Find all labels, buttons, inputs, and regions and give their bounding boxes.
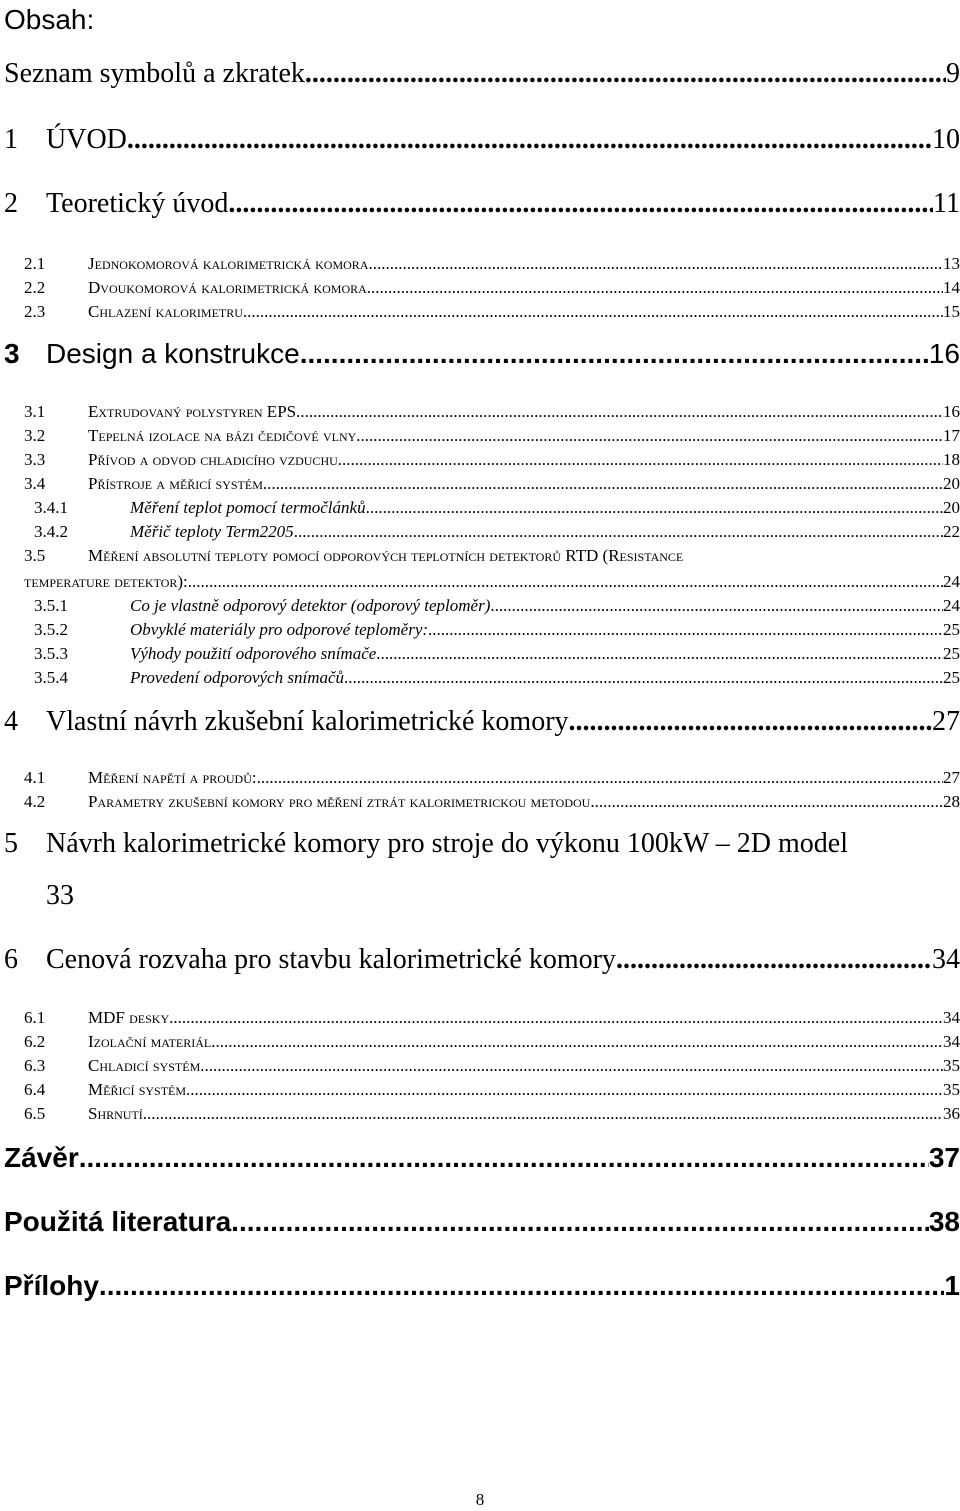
toc-entry-title: Měření napětí a proudů: bbox=[88, 768, 257, 787]
toc-leader-dots bbox=[569, 706, 932, 738]
toc-entry-page: 16 bbox=[928, 338, 960, 369]
toc-entry-title: Měřič teploty Term2205 bbox=[130, 522, 294, 541]
toc-entry-number: 3.1 bbox=[24, 402, 46, 421]
toc-entry-page: 13 bbox=[943, 254, 960, 273]
toc-entry-3-3[interactable] bbox=[24, 450, 960, 470]
toc-entry-3-2[interactable] bbox=[24, 426, 960, 446]
toc-entry-zaver[interactable] bbox=[4, 1142, 960, 1174]
toc-entry-page: 22 bbox=[943, 522, 960, 541]
toc-leader-dots bbox=[257, 768, 943, 788]
toc-entry-number: 6.5 bbox=[24, 1104, 46, 1123]
toc-entry-2-2[interactable] bbox=[24, 278, 960, 298]
toc-entry-number: 3.5.1 bbox=[34, 596, 68, 615]
toc-entry-title: Provedení odporových snímačů bbox=[130, 668, 345, 687]
toc-entry-page: 1 bbox=[944, 1270, 960, 1301]
toc-leader-dots bbox=[300, 338, 929, 370]
toc-entry-number: 6.1 bbox=[24, 1008, 46, 1027]
toc-entry-number: 3.4.1 bbox=[34, 498, 68, 517]
toc-entry-page: 17 bbox=[943, 426, 960, 445]
toc-entry-title: Parametry zkušební komory pro měření ztrát kalorimetrickou metodou bbox=[88, 792, 591, 811]
toc-leader-dots bbox=[99, 1270, 945, 1302]
toc-entry-page: 9 bbox=[946, 58, 960, 89]
toc-entry-page: 25 bbox=[943, 668, 960, 687]
toc-leader-dots bbox=[356, 426, 943, 446]
toc-entry-page: 35 bbox=[943, 1056, 960, 1075]
toc-entry-3-5-1[interactable] bbox=[34, 596, 960, 616]
toc-entry-title: Návrh kalorimetrické komory pro stroje do výkonu 100kW – 2D model bbox=[46, 828, 848, 859]
toc-entry-page: 25 bbox=[943, 620, 960, 639]
toc-entry-6-4[interactable] bbox=[24, 1080, 960, 1100]
toc-entry-number: 3.4 bbox=[24, 474, 46, 493]
page-number: 8 bbox=[475, 1490, 485, 1509]
toc-entry-title: Použitá literatura bbox=[4, 1206, 232, 1237]
toc-entry-page: 37 bbox=[928, 1142, 960, 1173]
toc-entry-page: 15 bbox=[943, 302, 960, 321]
toc-leader-dots bbox=[367, 278, 943, 298]
toc-entry-2-1[interactable] bbox=[24, 254, 960, 274]
toc-entry-title: Cenová rozvaha pro stavbu kalorimetrické komory bbox=[46, 944, 616, 975]
toc-entry-number: 6 bbox=[4, 944, 18, 975]
toc-entry-title: Extrudovaný polystyren EPS bbox=[88, 402, 297, 421]
toc-entry-page: 34 bbox=[943, 1032, 960, 1051]
toc-entry-number: 3 bbox=[4, 338, 20, 369]
toc-entry-page: 33 bbox=[46, 880, 74, 911]
toc-entry-title: Tepelná izolace na bázi čedičové vlny bbox=[88, 426, 357, 445]
toc-entry-number: 2.1 bbox=[24, 254, 46, 273]
toc-leader-dots bbox=[143, 1104, 943, 1124]
toc-entry-title: Vlastní návrh zkušební kalorimetrické komory bbox=[46, 706, 569, 737]
toc-entry-title: Co je vlastně odporový detektor (odporový teploměr) bbox=[130, 596, 491, 615]
toc-entry-page: 14 bbox=[943, 278, 960, 297]
toc-leader-dots bbox=[366, 498, 943, 518]
toc-entry-title: Přílohy bbox=[4, 1270, 99, 1301]
toc-entry-page: 27 bbox=[943, 768, 960, 787]
toc-leader-dots bbox=[243, 302, 943, 322]
toc-entry-3-5-4[interactable] bbox=[34, 668, 960, 688]
toc-entry-title: Chlazení kalorimetru bbox=[88, 302, 243, 321]
toc-entry-page: 20 bbox=[943, 474, 960, 493]
toc-entry-2-3[interactable] bbox=[24, 302, 960, 322]
toc-entry-page: 35 bbox=[943, 1080, 960, 1099]
toc-entry-title: Design a konstrukce bbox=[46, 338, 300, 369]
toc-entry-title: Přístroje a měřicí systém bbox=[88, 474, 263, 493]
toc-leader-dots bbox=[211, 1032, 943, 1052]
toc-entry-title: Přívod a odvod chladicího vzduchu bbox=[88, 450, 338, 469]
toc-leader-dots bbox=[490, 596, 943, 616]
toc-entry-number: 3.5.3 bbox=[34, 644, 68, 663]
toc-entry-title: Jednokomorová kalorimetrická komora bbox=[88, 254, 369, 273]
toc-entry-title: ÚVOD bbox=[46, 124, 127, 155]
toc-entry-number: 6.4 bbox=[24, 1080, 46, 1099]
toc-entry-title: Závěr bbox=[4, 1142, 79, 1173]
toc-entry-number: 3.5.4 bbox=[34, 668, 68, 687]
toc-leader-dots bbox=[228, 188, 933, 220]
toc-leader-dots bbox=[428, 620, 943, 640]
toc-entry-3-5-3[interactable] bbox=[34, 644, 960, 664]
toc-leader-dots bbox=[231, 1206, 929, 1238]
toc-entry-number: 4.1 bbox=[24, 768, 46, 787]
toc-entry-title: Teoretický úvod bbox=[46, 188, 229, 219]
toc-entry-6-1[interactable] bbox=[24, 1008, 960, 1028]
toc-entry-number: 6.3 bbox=[24, 1056, 46, 1075]
toc-leader-dots bbox=[127, 124, 932, 156]
toc-entry-page: 16 bbox=[943, 402, 960, 421]
toc-entry-page: 38 bbox=[928, 1206, 960, 1237]
toc-entry-title: Měření teplot pomocí termočlánků bbox=[130, 498, 366, 517]
toc-entry-page: 24 bbox=[943, 596, 960, 615]
toc-entry-title: Dvoukomorová kalorimetrická komora bbox=[88, 278, 367, 297]
toc-entry-3-4[interactable] bbox=[24, 474, 960, 494]
toc-entry-number: 3.2 bbox=[24, 426, 46, 445]
toc-entry-number: 2.2 bbox=[24, 278, 46, 297]
toc-leader-dots bbox=[294, 522, 943, 542]
toc-leader-dots bbox=[188, 572, 943, 592]
toc-entry-page: 24 bbox=[943, 572, 960, 591]
toc-entry-3-1[interactable] bbox=[24, 402, 960, 422]
toc-entry-title: Chladicí systém bbox=[88, 1056, 201, 1075]
toc-entry-chapter-4[interactable] bbox=[4, 706, 960, 738]
toc-entry-4-2[interactable] bbox=[24, 792, 960, 812]
toc-entry-4-1[interactable] bbox=[24, 768, 960, 788]
toc-leader-dots bbox=[296, 402, 943, 422]
toc-entry-page: 34 bbox=[932, 944, 960, 975]
toc-entry-page: 25 bbox=[943, 644, 960, 663]
toc-entry-number: 3.3 bbox=[24, 450, 46, 469]
toc-leader-dots bbox=[79, 1142, 929, 1174]
toc-entry-number: 3.4.2 bbox=[34, 522, 68, 541]
toc-entry-title: Shrnutí bbox=[88, 1104, 143, 1123]
toc-entry-number: 4 bbox=[4, 706, 18, 737]
toc-leader-dots bbox=[169, 1008, 943, 1028]
toc-entry-chapter-1[interactable] bbox=[4, 124, 960, 156]
toc-entry-number: 3.5 bbox=[24, 546, 46, 565]
toc-entry-title: Měřicí systém bbox=[88, 1080, 187, 1099]
toc-entry-chapter-5[interactable] bbox=[4, 828, 848, 860]
toc-entry-6-5[interactable] bbox=[24, 1104, 960, 1124]
toc-leader-dots bbox=[186, 1080, 943, 1100]
toc-entry-title: Izolační materiál bbox=[88, 1032, 212, 1051]
toc-entry-6-2[interactable] bbox=[24, 1032, 960, 1052]
toc-entry-prilohy[interactable] bbox=[4, 1270, 960, 1302]
toc-leader-dots bbox=[305, 58, 946, 90]
toc-entry-number: 5 bbox=[4, 828, 18, 859]
toc-entry-3-5-2[interactable] bbox=[34, 620, 960, 640]
toc-entry-symbols[interactable] bbox=[4, 58, 960, 90]
toc-heading: Obsah: bbox=[4, 4, 95, 35]
toc-leader-dots bbox=[616, 944, 932, 976]
toc-entry-page: 28 bbox=[943, 792, 960, 811]
toc-entry-number: 3.5.2 bbox=[34, 620, 68, 639]
toc-entry-number: 2 bbox=[4, 188, 18, 219]
toc-leader-dots bbox=[200, 1056, 943, 1076]
toc-entry-3-4-1[interactable] bbox=[34, 498, 960, 518]
toc-leader-dots bbox=[338, 450, 943, 470]
toc-entry-title: Výhody použití odporového snímače bbox=[130, 644, 377, 663]
toc-entry-3-5-line-2[interactable] bbox=[24, 572, 960, 592]
toc-entry-title: Obvyklé materiály pro odporové teploměry: bbox=[130, 620, 429, 639]
toc-entry-page: 10 bbox=[932, 124, 960, 155]
toc-entry-6-3[interactable] bbox=[24, 1056, 960, 1076]
toc-entry-page: 18 bbox=[943, 450, 960, 469]
toc-entry-chapter-2[interactable] bbox=[4, 188, 960, 220]
toc-entry-3-5-line-1[interactable] bbox=[24, 546, 683, 566]
toc-entry-title-continued: temperature detektor): bbox=[24, 572, 188, 591]
toc-leader-dots bbox=[344, 668, 943, 688]
toc-entry-page: 36 bbox=[943, 1104, 960, 1123]
toc-entry-page: 20 bbox=[943, 498, 960, 517]
toc-entry-title: MDF desky bbox=[88, 1008, 170, 1027]
toc-entry-number: 6.2 bbox=[24, 1032, 46, 1051]
toc-entry-chapter-3[interactable] bbox=[4, 338, 960, 370]
toc-leader-dots bbox=[368, 254, 943, 274]
toc-entry-page: 27 bbox=[932, 706, 960, 737]
toc-entry-title: Měření absolutní teploty pomocí odporových teplotních detektorů RTD (Resistance bbox=[88, 546, 684, 565]
toc-entry-page: 11 bbox=[933, 188, 960, 219]
toc-entry-title: Seznam symbolů a zkratek bbox=[4, 58, 305, 89]
toc-leader-dots bbox=[590, 792, 943, 812]
toc-leader-dots bbox=[376, 644, 943, 664]
toc-entry-chapter-5-page[interactable] bbox=[46, 880, 74, 912]
toc-entry-chapter-6[interactable] bbox=[4, 944, 960, 976]
toc-entry-number: 1 bbox=[4, 124, 18, 155]
toc-entry-number: 4.2 bbox=[24, 792, 46, 811]
toc-entry-number: 2.3 bbox=[24, 302, 46, 321]
toc-leader-dots bbox=[263, 474, 943, 494]
toc-entry-3-4-2[interactable] bbox=[34, 522, 960, 542]
toc-entry-page: 34 bbox=[943, 1008, 960, 1027]
toc-entry-literatura[interactable] bbox=[4, 1206, 960, 1238]
